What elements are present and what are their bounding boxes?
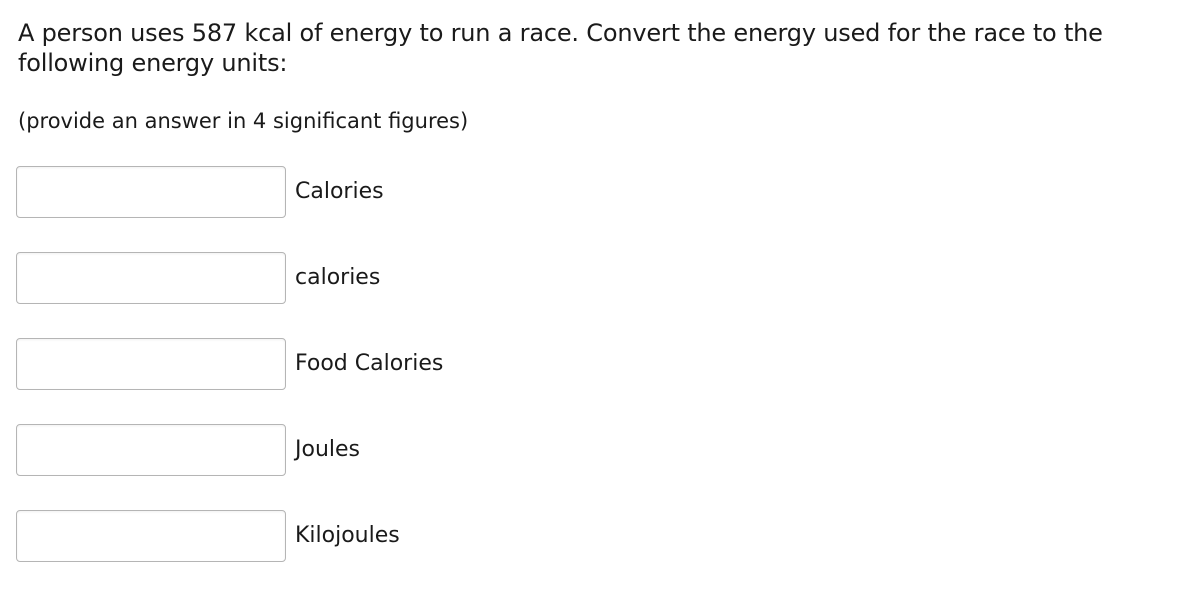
joules-label: Joules [295, 437, 361, 462]
answer-row-kilojoules [16, 509, 443, 563]
answer-list [16, 165, 443, 595]
kilojoules-label: Kilojoules [295, 523, 400, 548]
food-calories-label: Food Calories [295, 351, 444, 376]
calories-lowercase-label: calories [295, 265, 381, 290]
kilojoules-input[interactable] [16, 510, 286, 562]
answer-row-calories-lowercase [16, 251, 443, 305]
calories-capital-label: Calories [295, 179, 384, 204]
answer-row-food-calories [16, 337, 443, 391]
answer-row-calories-capital [16, 165, 443, 219]
food-calories-input[interactable] [16, 338, 286, 390]
joules-input[interactable] [16, 424, 286, 476]
calories-lowercase-input[interactable] [16, 252, 286, 304]
calories-capital-input[interactable] [16, 166, 286, 218]
answer-row-joules [16, 423, 443, 477]
question-panel [18, 18, 1188, 548]
question-text: A person uses 587 kcal of energy to run a race. Convert the energy used for the race to the following energy units: [18, 19, 1103, 77]
instruction-text: (provide an answer in 4 significant figures) [18, 109, 469, 133]
